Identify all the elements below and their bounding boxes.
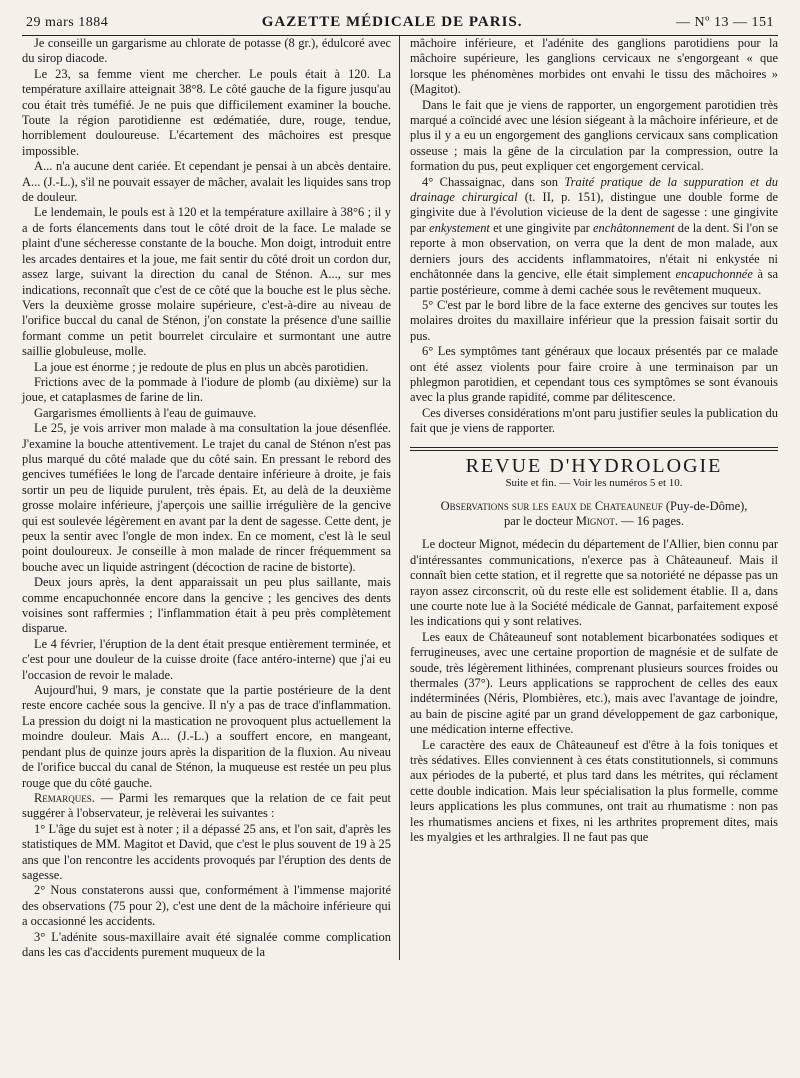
paragraph: Aujourd'hui, 9 mars, je constate que la partie postérieure de la dent reste encore cachée sous la gencive. Il n'y a pas de trace d'inflammation. La pression du doigt ni la mastication ne provoquent plus actuellement la moindre douleur. Mais A... (J.-L.) a souffert encore, en mangeant, pendant plus de quinze jours après la disparition de la fluxion. Au niveau de l'orifice buccal du canal de Sténon, la muqueuse est restée un peu plus rouge que du côté gauche. <box>22 683 391 790</box>
paragraph: Ces diverses considérations m'ont paru justifier seules la publication du fait que je viens de rapporter. <box>410 405 778 436</box>
paragraph: Le 25, je vois arriver mon malade à ma consultation la joue désenflée. J'examine la bouche attentivement. Le trajet du canal de Sténon n'est pas plus marqué du côté malade que du côté sain. En pressant le rebord des gencives tuméfiées le long de l'arcade dentaire inférieure à droite, je fais sortir un peu de liquide purulent, très épais. Et, au delà de la deuxième grosse molaire inférieure, j'aperçois une saillie irrégulière de la gencive qui est soulevée légèrement en avant par la dent de sagesse. Cette dent, je peux la sentir avec l'ongle de mon index. En ce moment, c'est là le seul point douloureux. Je conseille à mon malade de rincer fréquemment sa bouche avec un liquide astringent (décoction de racine de bistorte). <box>22 421 391 574</box>
paragraph: La joue est énorme ; je redoute de plus en plus un abcès parotidien. <box>34 359 369 374</box>
right-column <box>400 36 778 960</box>
left-column <box>22 36 400 960</box>
paragraph: Le 23, sa femme vient me chercher. Le pouls était à 120. La température axillaire atteignait 38°8. Le côté gauche de la figure jusqu'au cou était très tuméfié. Je ne puis que difficilement examiner la bouche. Toute la région parotidienne est œdématiée, dure, rouge, tendue, horriblement douloureuse. L'écartement des mâchoires est presque impossible. <box>22 66 391 158</box>
remarques-text: — Parmi les remarques que la relation de ce fait peut suggérer à l'observateur, je relèverai les suivantes : <box>22 790 391 821</box>
header-date: 29 mars 1884 <box>26 15 109 30</box>
paragraph: Le caractère des eaux de Châteauneuf est d'être à la fois toniques et très sédatives. Elles conviennent à ces états constitutionnels, si communs aux périodes de la puberté, et plus tard dans les métrites, qui réclament cette double indication. Mais leur spécialisation la plus formelle, comme leurs applications les plus communes, ont trait au rhumatisme : non pas les rhumatismes anciens et fixes, ni les arthrites proprement dites, mais les myalgies et les arthralgies. Il ne faut pas que <box>410 737 778 845</box>
paragraph: 5° C'est par le bord libre de la face externe des gencives sur toutes les molaires droites du maxillaire inférieur que la pression faisait sortir du pus. <box>410 297 778 343</box>
section-rule <box>410 447 778 448</box>
paragraph: Dans le fait que je viens de rapporter, un engorgement parotidien très marqué a coïncidé avec une lésion siégeant à la mâchoire inférieure, et de plus il y a eu un engorgement des ganglions cervicaux sans complication osseuse ; mais la gêne de la circulation par la compression, outre la formation du pus, peut expliquer cet engorgement cervical. <box>410 97 778 174</box>
paragraph: Les eaux de Châteauneuf sont notablement bicarbonatées sodiques et ferrugineuses, avec une certaine proportion de magnésie et de sulfate de soude, très légèrement lithinées, comprenant plusieurs sources froides ou thermales (37°). Leurs applications se rapprochent de celles des eaux indéterminées (Néris, Plombières, etc.), mais avec l'avantage de joindre, au bain de piscine agité par un grand développement de gaz carbonique, une médication interne effective. <box>410 629 778 737</box>
section-subtitle: Suite et fin. — Voir les numéros 5 et 10. <box>505 476 683 489</box>
paragraph: Deux jours après, la dent apparaissait un peu plus saillante, mais comme encapuchonnée encore dans la gencive ; les gencives des dents voisines sont raffermies ; l'inflammation était à peu près complètement disparue. <box>22 575 391 636</box>
paragraph: Le 4 février, l'éruption de la dent était presque entièrement terminée, et c'est pour une douleur de la cuisse droite (face antéro-interne) que j'ai eu l'occasion de revoir le malade. <box>22 636 391 682</box>
paragraph: 1° L'âge du sujet est à noter ; il a dépassé 25 ans, et l'on sait, d'après les statistiques de MM. Magitot et David, que c'est le plus souvent de 19 à 25 ans que l'on rencontre les accidents provoqués par l'éruption des dents de sagesse. <box>22 821 391 882</box>
section-rule-thin <box>410 450 778 451</box>
section-title: REVUE D'HYDROLOGIE <box>465 454 723 477</box>
remarques-label: Remarques. <box>34 790 95 805</box>
paragraph: mâchoire inférieure, et l'adénite des ganglions parotidiens pour la mâchoire supérieure, les ganglions cervicaux ne s'engorgeant « que lorsque les phénomènes morbides ont envahi le tissu des mâchoires » (Magitot). <box>410 36 778 97</box>
article-title: Observations sur les eaux de Chateauneuf (Puy-de-Dôme), par le docteur Mignot. — 16 pages. <box>440 499 748 529</box>
header-title: GAZETTE MÉDICALE DE PARIS. <box>261 14 523 30</box>
paragraph: 3° L'adénite sous-maxillaire avait été signalée comme complication dans les cas d'accidents purement muqueux de la <box>22 929 391 959</box>
paragraph: Frictions avec de la pommade à l'iodure de plomb (au dixième) sur la joue, et cataplasmes de farine de lin. <box>22 374 391 405</box>
columns <box>22 36 778 960</box>
page-header <box>22 14 778 36</box>
paragraph: 2° Nous constaterons aussi que, conformément à l'immense majorité des observations (75 pour 2), c'est une dent de la mâchoire inférieure qui a occasionné les accidents. <box>22 883 391 929</box>
paragraph: Le docteur Mignot, médecin du département de l'Allier, bien connu par d'intéressantes communications, n'exerce pas à Châteauneuf. Mais il connaît bien cette station, et il regrette que sa notoriété ne dépasse pas un rayon assez circonscrit, où du reste elle est solidement établie. Il a, dans une courte note lue à la Société médicale de Gannat, parfaitement exposé les indications qui y sont relatives. <box>410 537 778 629</box>
book-title: Traité pratique de la suppuration et du drainage chirurgical <box>410 174 778 205</box>
paragraph: A... n'a aucune dent cariée. Et cependant je pensai à un abcès dentaire. A... (J.-L.), s'il ne pouvait essayer de mâcher, avalait les liquides sans trop de douleur. <box>22 159 391 205</box>
header-number: — Nº 13 — 151 <box>676 15 774 30</box>
paragraph: Le lendemain, le pouls est à 120 et la température axillaire à 38°6 ; il y a de forts élancements dans tout le côté droit de la face. Le malade se plaint d'une sécheresse constante de la bouche. Mon doigt, introduit entre les arcades dentaires et la joue, me fait sentir du côté droit un cordon dur, assez large, suivant la direction du canal de Sténon. A..., sur mes indications, reconnaît que c'est de ce côté que la bouche est le plus sèche. Vers la deuxième grosse molaire supérieure, c'est-à-dire au niveau de l'orifice buccal du canal de Sténon, j'on constate la présence d'une saillie formant comme un petit bourrelet circulaire et surmontant une autre saillie globuleuse, molle. <box>22 205 391 359</box>
paragraph: Gargarismes émollients à l'eau de guimauve. <box>34 405 257 420</box>
paragraph: 6° Les symptômes tant généraux que locaux présentés par ce malade ont été assez violents pour faire croire à une terminaison par un phlegmon parotidien, et cependant tous ces symptômes se sont évanouis avec la plus grande rapidité, comme par délitescence. <box>410 344 778 405</box>
paragraph-chassaignac: 4° Chassaignac, dans son Traité pratique de la suppuration et du drainage chirurgical (t. II, p. 151), distingue une double forme de gingivite due à l'évolution vicieuse de la dent de sagesse : une gingivite par enkystement et une gingivite par enchâtonnement de la dent. Si l'on se reporte à mon observation, on verra que la dent de mon malade, aux derniers jours des accidents inflammatoires, n'était ni enkystée ni enchâtonnée dans la gencive, elle était simplement encapuchonnée à sa partie postérieure, comme à demi cachée sous le revêtement muqueux. <box>410 174 778 297</box>
paragraph: Je conseille un gargarisme au chlorate de potasse (8 gr.), édulcoré avec du sirop diacode. <box>22 36 391 66</box>
remarques-paragraph <box>22 791 391 822</box>
